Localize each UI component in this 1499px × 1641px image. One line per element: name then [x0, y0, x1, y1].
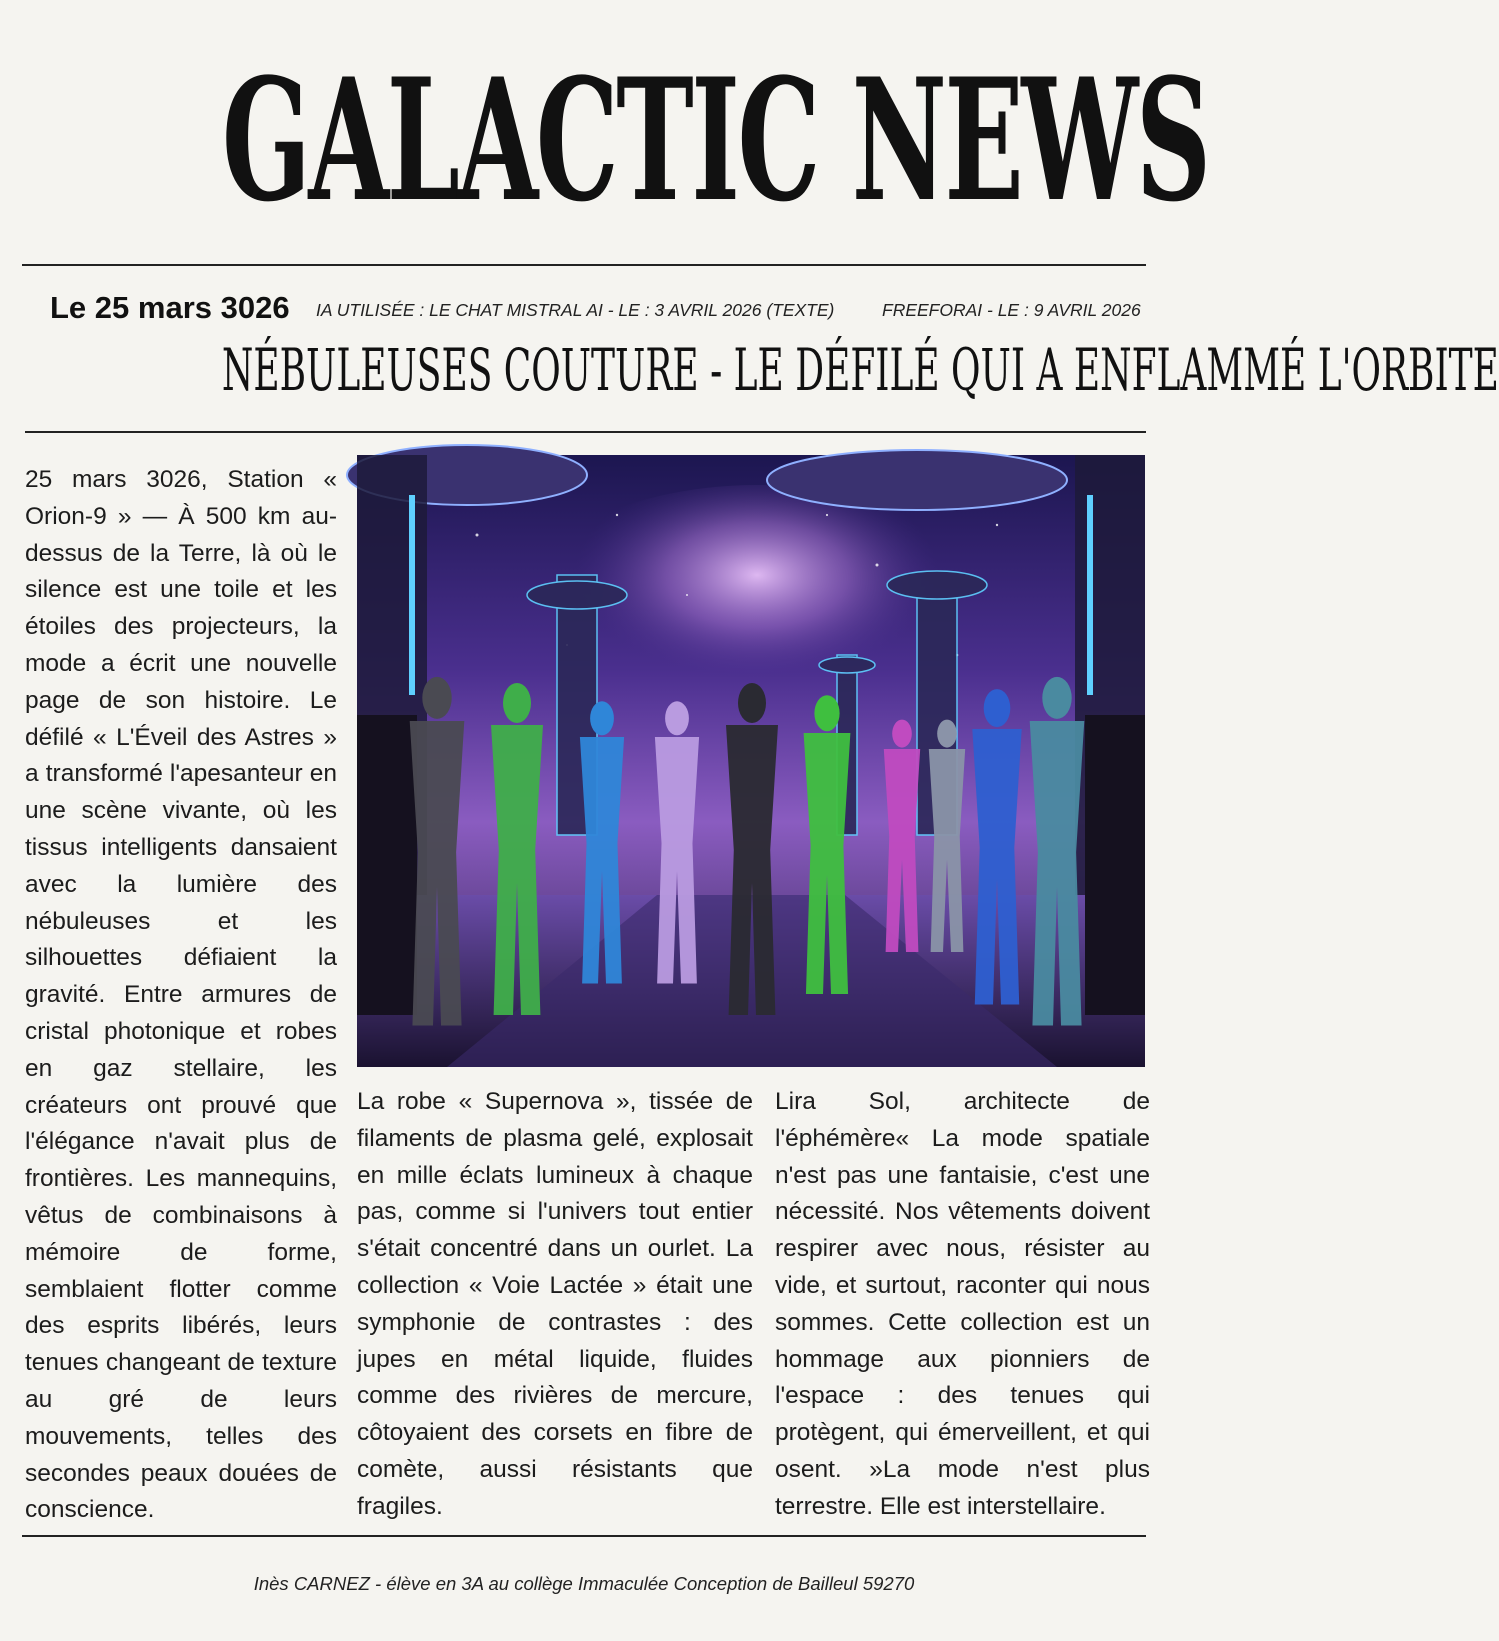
runway-illustration	[357, 455, 1145, 1067]
rule-top	[22, 264, 1146, 266]
footer-credit: Inès CARNEZ - élève en 3A au collège Immaculée Conception de Bailleul 59270	[253, 1573, 915, 1594]
ai-text-credit: IA UTILISÉE : LE CHAT MISTRAL AI - LE : 3 AVRIL 2026 (TEXTE)	[316, 300, 835, 320]
rule-mid	[25, 431, 1146, 433]
article-column-1: 25 mars 3026, Station « Orion-9 » — À 500 km au-dessus de la Terre, là où le silence est une toile et les étoiles des projecteurs, la mode a écrit une nouvelle page de son histoire. Le défilé « L'Éveil des Astres » a transformé l'apesanteur en une scène vivante, où les tissus intelligents dansaient avec la lumière des nébuleuses et les silhouettes défiaient la gravité. Entre armures de cristal photonique et robes en gaz stellaire, les créateurs ont prouvé que l'élégance n'avait plus de frontières. Les mannequins, vêtus de combinaisons à mémoire de forme, semblaient flotter comme des esprits libérés, leurs tenues changeant de texture au gré de leurs mouvements, telles des secondes peaux douées de conscience.	[25, 466, 337, 1524]
rule-bottom	[22, 1535, 1146, 1537]
ai-image-credit: FREEFORAI - LE : 9 AVRIL 2026	[882, 300, 1141, 320]
meta-row	[0, 290, 1168, 330]
runway-photo	[357, 455, 1145, 1067]
issue-date: Le 25 mars 3026	[50, 290, 290, 325]
article-column-2: La robe « Supernova », tissée de filaments de plasma gelé, explosait en mille éclats lumineux à chaque pas, comme si l'univers tout entier s'était concentré dans un ourlet. La collection « Voie Lactée » était une symphonie de contrastes : des jupes en métal liquide, fluides comme des rivières de mercure, côtoyaient des corsets en fibre de comète, aussi résistants que fragiles.	[357, 1088, 753, 1520]
masthead-title: GALACTIC NEWS	[221, 41, 1209, 239]
headline: NÉBULEUSES COUTURE - LE DÉFILÉ QUI A ENFLAMMÉ L'ORBITE	[221, 336, 1499, 404]
article-column-3: Lira Sol, architecte de l'éphémère« La mode spatiale n'est pas une fantaisie, c'est une nécessité. Nos vêtements doivent respirer avec nous, résister au vide, et surtout, raconter qui nous sommes. Cette collection est un hommage aux pionniers de l'espace : des tenues qui protègent, qui émerveillent, et qui osent. »La mode n'est plus terrestre. Elle est interstellaire.	[775, 1088, 1150, 1520]
